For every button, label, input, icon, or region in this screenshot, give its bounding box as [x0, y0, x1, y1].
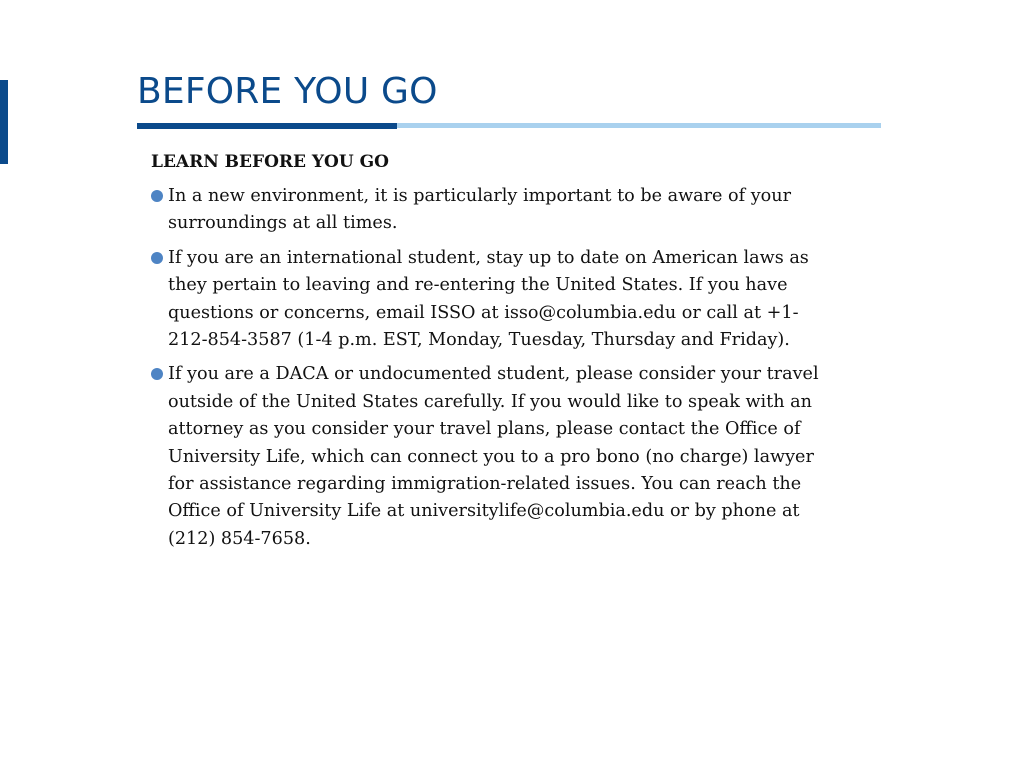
list-item — [151, 361, 871, 553]
title-rule-light — [397, 123, 881, 128]
bullet-line: 212-854-3587 (1-4 p.m. EST, Monday, Tuesday, Thursday and Friday). — [168, 330, 790, 351]
bullet-dot-icon — [151, 190, 163, 202]
left-accent-bar — [0, 80, 8, 164]
bullet-line: If you are an international student, stay up to date on American laws as — [168, 247, 809, 268]
bullet-line: University Life, which can connect you to a pro bono (no charge) lawyer — [168, 446, 814, 467]
bullet-line: In a new environment, it is particularly important to be aware of your — [168, 186, 792, 206]
bullet-line: (212) 854-7658. — [168, 528, 311, 549]
list-item — [151, 183, 871, 238]
bullet-line: outside of the United States carefully. If you would like to speak with an — [168, 391, 813, 412]
bullet-line: surroundings at all times. — [168, 213, 398, 234]
bullet-line: for assistance regarding immigration-related issues. You can reach the — [168, 474, 802, 495]
bullet-line: If you are a DACA or undocumented student, please consider your travel — [168, 364, 819, 385]
section-heading: LEARN BEFORE YOU GO — [151, 152, 389, 172]
bullet-line: Office of University Life at universitylife@columbia.edu or by phone at — [168, 501, 800, 522]
bullet-line: questions or concerns, email ISSO at isso@columbia.edu or call at +1- — [168, 302, 799, 323]
slide-title: BEFORE YOU GO — [137, 71, 438, 112]
bullet-dot-icon — [151, 252, 163, 264]
bullet-dot-icon — [151, 368, 163, 380]
title-rule-dark — [137, 123, 397, 129]
bullet-line: they pertain to leaving and re-entering the United States. If you have — [168, 275, 788, 296]
slide-content — [151, 149, 871, 560]
bullet-line: attorney as you consider your travel plans, please contact the Office of — [168, 419, 801, 440]
bullet-list — [151, 183, 871, 553]
list-item — [151, 245, 871, 355]
